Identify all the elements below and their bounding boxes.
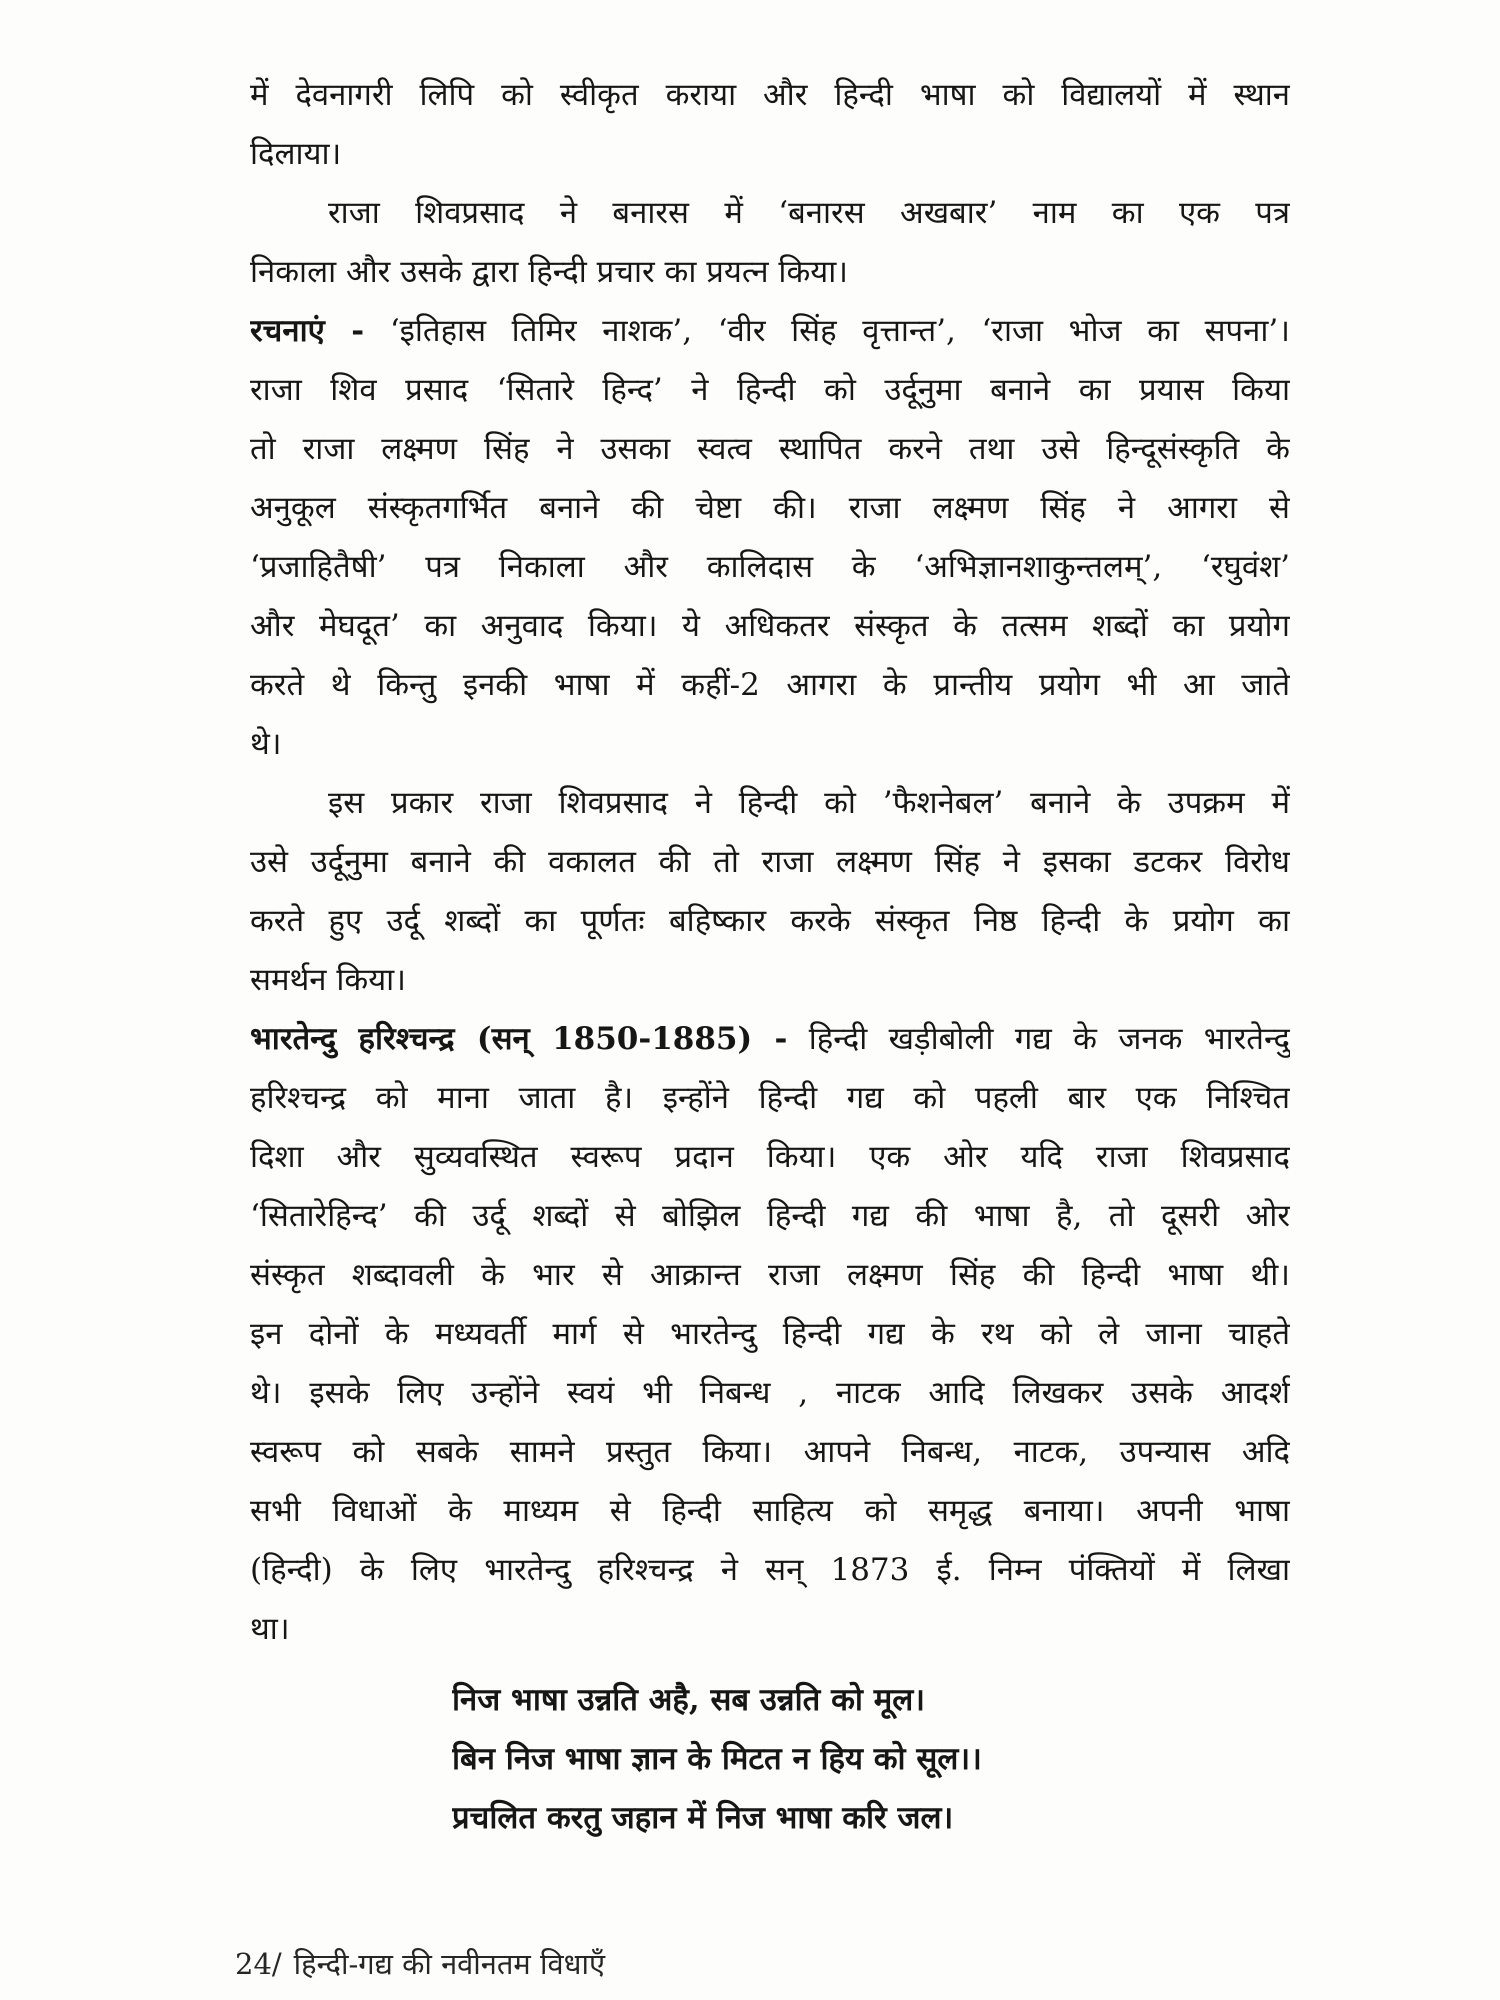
text-line: में देवनागरी लिपि को स्वीकृत कराया और हिन्दी भाषा को विद्यालयों में स्थान	[250, 77, 1290, 113]
couplet-line: प्रचलित करतु जहान में निज भाषा करि जल।	[452, 1800, 954, 1836]
paragraph-bharatendu	[250, 1010, 1290, 1659]
section-label: भारतेन्दु हरिश्चन्द्र (सन् 1850-1885) -	[250, 1021, 788, 1057]
text-line: इस प्रकार राजा शिवप्रसाद ने हिन्दी को ’फैशनेबल’ बनाने के उपक्रम में	[328, 785, 1290, 821]
text-line: इन दोनों के मध्यवर्ती मार्ग से भारतेन्दु हिन्दी गद्य के रथ को ले जाना चाहते	[250, 1316, 1290, 1352]
text-line: ‘प्रजाहितैषी’ पत्र निकाला और कालिदास के ‘अभिज्ञानशाकुन्तलम्’, ‘रघुवंश’	[250, 549, 1290, 585]
text-line: दिलाया।	[250, 136, 342, 172]
page-footer	[235, 1940, 1135, 1988]
couplet	[452, 1671, 1252, 1848]
text-span: हिन्दी खड़ीबोली गद्य के जनक भारतेन्दु	[787, 1021, 1290, 1057]
paragraph-continuation	[250, 66, 1290, 184]
text-line: राजा शिवप्रसाद ने बनारस में ‘बनारस अखबार’ नाम का एक पत्र	[328, 195, 1290, 231]
couplet-line: निज भाषा उन्नति अहै, सब उन्नति को मूल।	[452, 1682, 926, 1718]
text-line: स्वरूप को सबके सामने प्रस्तुत किया। आपने निबन्ध, नाटक, उपन्यास अदि	[250, 1434, 1290, 1470]
paragraph-fashionable-hindi	[250, 774, 1290, 1010]
text-line: उसे उर्दूनुमा बनाने की वकालत की तो राजा लक्ष्मण सिंह ने इसका डटकर विरोध	[250, 844, 1290, 880]
section-label: रचनाएं -	[250, 313, 365, 349]
text-line: थे।	[250, 726, 282, 762]
running-title: हिन्दी-गद्य की नवीनतम विधाएँ	[293, 1947, 606, 1981]
text-column	[250, 66, 1290, 1659]
text-line: सभी विधाओं के माध्यम से हिन्दी साहित्य को समृद्ध बनाया। अपनी भाषा	[250, 1493, 1290, 1529]
paragraph-rachnayen	[250, 302, 1290, 774]
text-line: तो राजा लक्ष्मण सिंह ने उसका स्वत्व स्थापित करने तथा उसे हिन्दूसंस्कृति के	[250, 431, 1290, 467]
text-line: करते हुए उर्दू शब्दों का पूर्णतः बहिष्कार करके संस्कृत निष्ठ हिन्दी के प्रयोग का	[250, 903, 1290, 939]
couplet-line: बिन निज भाषा ज्ञान के मिटत न हिय को सूल।।	[452, 1741, 982, 1777]
text-span: ‘इतिहास तिमिर नाशक’, ‘वीर सिंह वृत्तान्त’, ‘राजा भोज का सपना’।	[364, 313, 1290, 349]
text-line: निकाला और उसके द्वारा हिन्दी प्रचार का प्रयत्न किया।	[250, 254, 849, 290]
text-line: दिशा और सुव्यवस्थित स्वरूप प्रदान किया। एक ओर यदि राजा शिवप्रसाद	[250, 1139, 1290, 1175]
text-line: ‘सितारेहिन्द’ की उर्दू शब्दों से बोझिल हिन्दी गद्य की भाषा है, तो दूसरी ओर	[250, 1198, 1290, 1234]
text-line: था।	[250, 1611, 290, 1647]
text-line: समर्थन किया।	[250, 962, 406, 998]
page-number: 24/	[235, 1947, 282, 1981]
text-line: और मेघदूत’ का अनुवाद किया। ये अधिकतर संस्कृत के तत्सम शब्दों का प्रयोग	[250, 608, 1290, 644]
text-line: थे। इसके लिए उन्होंने स्वयं भी निबन्ध , नाटक आदि लिखकर उसके आदर्श	[250, 1375, 1290, 1411]
text-line	[250, 302, 1290, 361]
text-line	[250, 1010, 1290, 1069]
text-line: संस्कृत शब्दावली के भार से आक्रान्त राजा लक्ष्मण सिंह की हिन्दी भाषा थी।	[250, 1257, 1290, 1293]
text-line: राजा शिव प्रसाद ‘सितारे हिन्द’ ने हिन्दी को उर्दूनुमा बनाने का प्रयास किया	[250, 372, 1290, 408]
paragraph-banaras-akhbar	[250, 184, 1290, 302]
text-line: (हिन्दी) के लिए भारतेन्दु हरिश्चन्द्र ने सन् 1873 ई. निम्न पंक्तियों में लिखा	[250, 1552, 1290, 1588]
text-line: हरिश्चन्द्र को माना जाता है। इन्होंने हिन्दी गद्य को पहली बार एक निश्चित	[250, 1080, 1290, 1116]
text-line: करते थे किन्तु इनकी भाषा में कहीं-2 आगरा के प्रान्तीय प्रयोग भी आ जाते	[250, 667, 1290, 703]
text-line: अनुकूल संस्कृतगर्भित बनाने की चेष्टा की। राजा लक्ष्मण सिंह ने आगरा से	[250, 490, 1290, 526]
